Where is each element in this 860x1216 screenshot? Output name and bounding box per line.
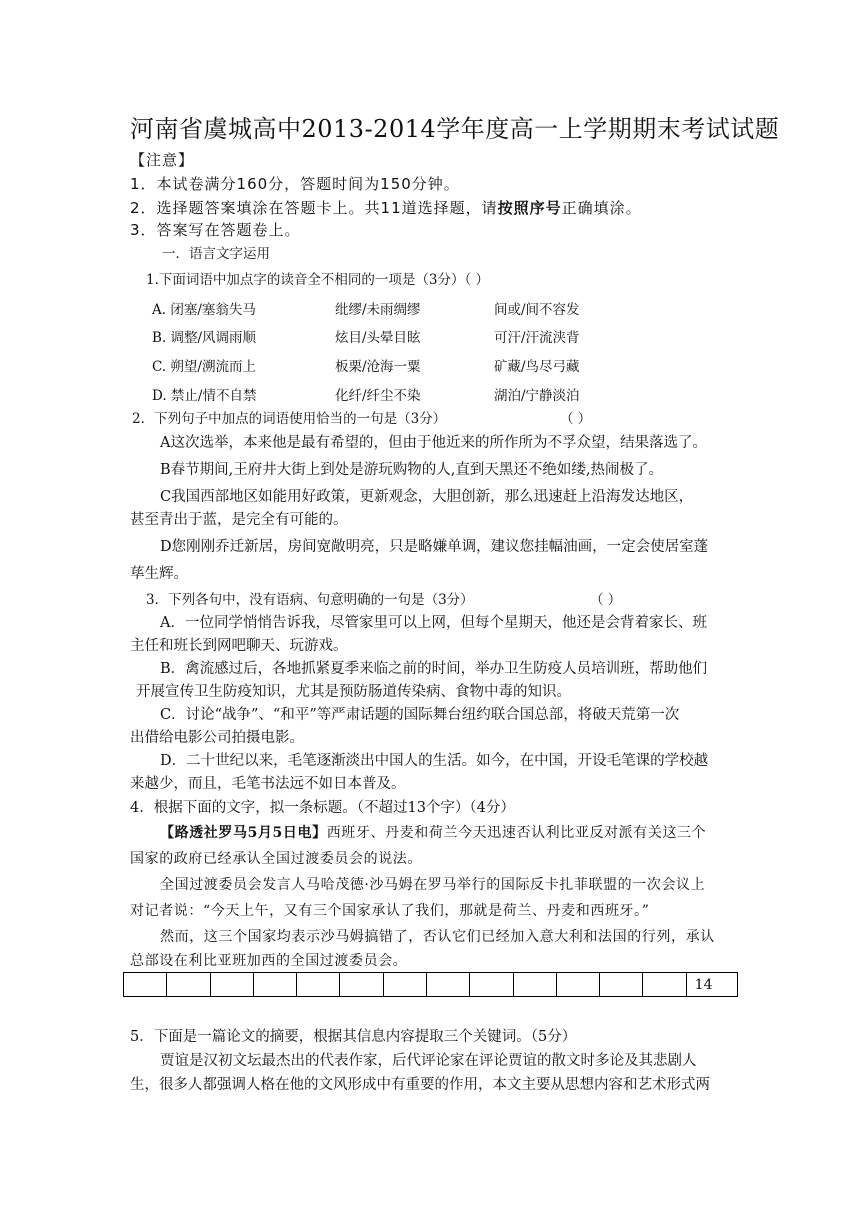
grid-cell[interactable]: [470, 973, 513, 996]
q1-option-b-2: 炫目/头晕目眩: [335, 330, 421, 346]
grid-cell[interactable]: [514, 973, 557, 996]
q2-line-d: D您刚刚乔迁新居，房间宽敞明亮，只是略嫌单调，建议您挂幅油画，一定会使居室蓬: [160, 539, 709, 555]
q3-line-d-cont: 来越少，而且，毛笔书法远不如日本普及。: [130, 776, 406, 792]
notice-item-1: 1．本试卷满分160分，答题时间为150分钟。: [130, 175, 460, 193]
grid-cell[interactable]: [124, 973, 167, 996]
grid-cell[interactable]: [254, 973, 297, 996]
q3-answer-paren: （ ）: [590, 592, 622, 608]
q5-line-1: 贾谊是汉初文坛最杰出的代表作家，后代评论家在评论贾谊的散文时多论及其悲剧人: [160, 1053, 697, 1069]
q4-para-2-cont: 对记者说：“今天上午，又有三个国家承认了我们，那就是荷兰、丹麦和西班牙。”: [130, 903, 650, 919]
q5-stem: 5．下面是一篇论文的摘要，根据其信息内容提取三个关键词。（5分）: [130, 1029, 577, 1045]
q1-option-d-1: D. 禁止/情不自禁: [152, 388, 257, 404]
q1-option-c-3: 矿藏/鸟尽弓藏: [494, 359, 580, 375]
q2-line-c-cont: 甚至青出于蓝，是完全有可能的。: [130, 512, 348, 528]
grid-cell[interactable]: [557, 973, 600, 996]
grid-cell[interactable]: [340, 973, 383, 996]
grid-cell[interactable]: [167, 973, 210, 996]
grid-cell[interactable]: [384, 973, 427, 996]
notice-header: 【注意】: [130, 151, 195, 169]
page-title: 河南省虞城高中2013-2014学年度高一上学期期末考试试题: [130, 115, 780, 143]
q5-line-2: 生，很多人都强调人格在他的文风形成中有重要的作用，本文主要从思想内容和艺术形式两: [130, 1077, 710, 1093]
q3-line-a: A．一位同学悄悄告诉我，尽管家里可以上网，但每个星期天，他还是会背着家长、班: [160, 615, 707, 631]
q2-line-c: C我国西部地区如能用好政策，更新观念，大胆创新，那么迅速赶上沿海发达地区，: [160, 489, 694, 505]
section-heading: 一．语言文字运用: [162, 246, 270, 262]
q1-option-c-2: 板栗/沧海一粟: [335, 359, 421, 375]
notice-item-3: 3．答案写在答题卷上。: [130, 221, 301, 239]
q4-stem: 4．根据下面的文字，拟一条标题。（不超过13个字）（4分）: [130, 800, 515, 816]
q2-line-a: A这次选举，本来他是最有希望的，但由于他近来的所作所为不孚众望，结果落选了。: [160, 435, 707, 451]
q3-line-a-cont: 主任和班长到网吧聊天、玩游戏。: [130, 638, 348, 654]
q3-stem: 3．下列各句中，没有语病、句意明确的一句是（3分）: [146, 592, 474, 608]
q2-line-d-cont: 荜生辉。: [130, 566, 188, 582]
grid-cell[interactable]: [427, 973, 470, 996]
q1-option-a-3: 间或/间不容发: [494, 302, 580, 318]
q1-option-c-1: C. 朔望/溯流而上: [152, 359, 256, 375]
q1-stem: 1.下面词语中加点字的读音全不相同的一项是（3分）（ ）: [146, 272, 490, 288]
grid-cell[interactable]: [643, 973, 686, 996]
notice-item-2: 2．选择题答案填涂在答题卡上。共11道选择题，请按照序号正确填涂。: [130, 199, 642, 217]
q1-option-d-3: 湖泊/宁静淡泊: [494, 388, 580, 404]
q4-para-1-cont: 国家的政府已经承认全国过渡委员会的说法。: [130, 851, 422, 867]
notice-emphasis: 按照序号: [497, 199, 562, 217]
q1-option-b-1: B. 调整/风调雨顺: [152, 330, 257, 346]
q3-line-b: B．禽流感过后，各地抓紧夏季来临之前的时间，举办卫生防疫人员培训班，帮助他们: [160, 661, 708, 677]
grid-cell[interactable]: [297, 973, 340, 996]
q1-option-d-2: 化纤/纤尘不染: [335, 388, 421, 404]
q3-line-b-cont: 开展宣传卫生防疫知识，尤其是预防肠道传染病、食物中毒的知识。: [136, 684, 571, 700]
grid-cell-count: 14: [694, 977, 713, 993]
q4-para-1: 【路透社罗马5月5日电】西班牙、丹麦和荷兰今天迅速否认利比亚反对派有关这三个: [160, 825, 707, 841]
q1-option-a-1: A. 闭塞/塞翁失马: [152, 302, 256, 318]
q2-answer-paren: （ ）: [560, 411, 592, 427]
q1-option-b-3: 可汗/汗流浃背: [494, 330, 580, 346]
q3-line-c: C．讨论“战争”、“和平”等严肃话题的国际舞台纽约联合国总部，将破天荒第一次: [160, 707, 680, 723]
q4-para-3-cont: 总部设在利比亚班加西的全国过渡委员会。: [130, 953, 408, 969]
q4-para-3: 然而，这三个国家均表示沙马姆搞错了，否认它们已经加入意大利和法国的行列，承认: [160, 929, 715, 945]
grid-cell[interactable]: [600, 973, 643, 996]
q3-line-d: D．二十世纪以来，毛笔逐渐淡出中国人的生活。如今，在中国，开设毛笔课的学校越: [160, 753, 709, 769]
q4-answer-grid[interactable]: [123, 972, 738, 997]
q1-option-a-2: 纰缪/未雨绸缪: [335, 302, 421, 318]
q2-stem: 2．下列句子中加点的词语使用恰当的一句是（3分）: [132, 411, 447, 427]
q3-line-c-cont: 出借给电影公司拍摄电影。: [130, 730, 304, 746]
grid-cell[interactable]: [211, 973, 254, 996]
q4-dateline: 【路透社罗马5月5日电】: [160, 825, 327, 841]
q4-para-2: 全国过渡委员会发言人马哈茂德·沙马姆在罗马举行的国际反卡扎菲联盟的一次会议上: [160, 877, 706, 893]
q2-line-b: B春节期间,王府井大街上到处是游玩购物的人,直到天黑还不绝如缕,热闹极了。: [160, 462, 663, 478]
